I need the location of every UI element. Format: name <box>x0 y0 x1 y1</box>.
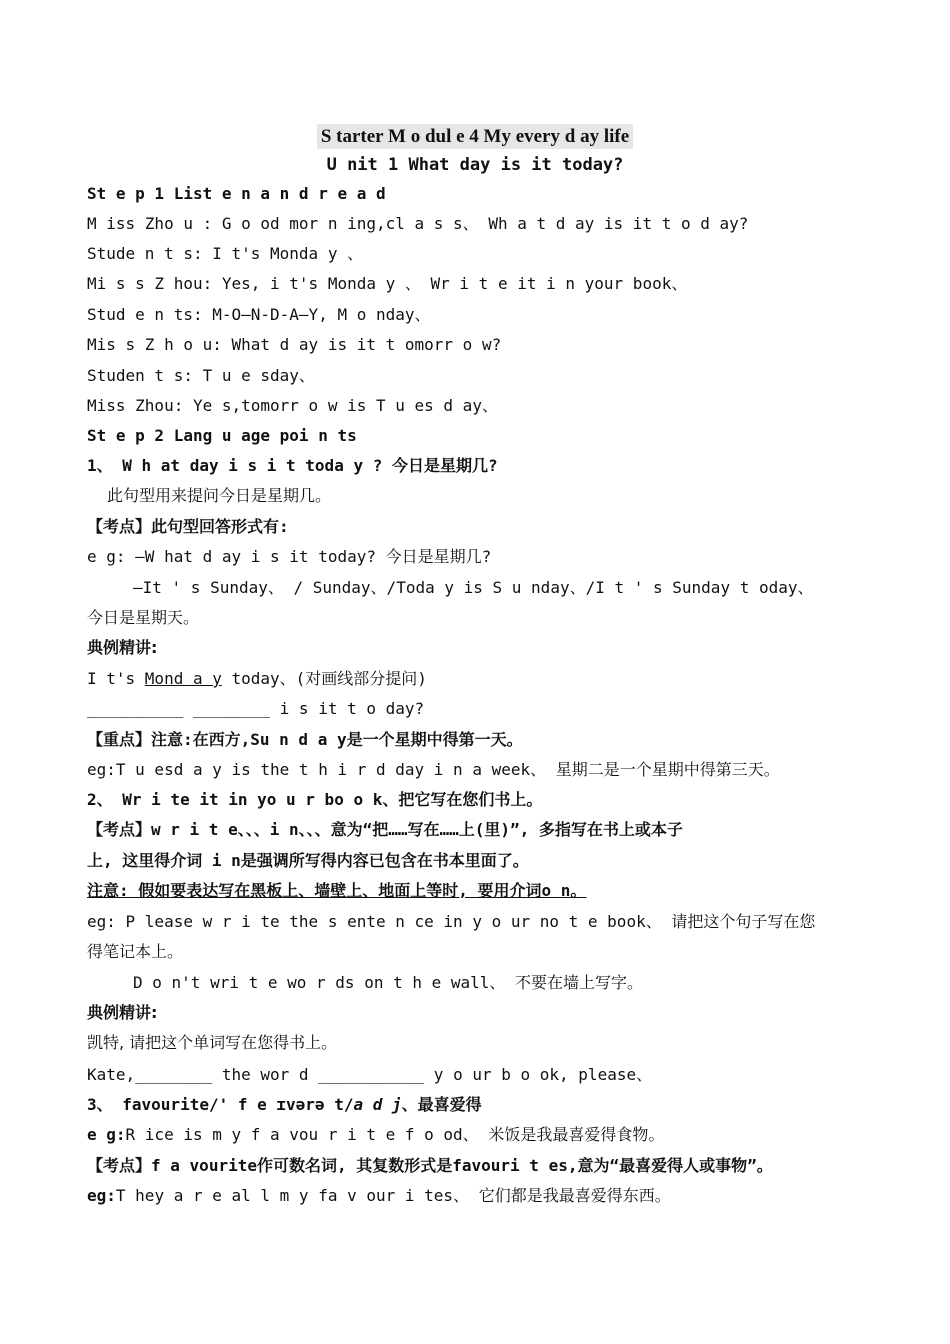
underlined-word: Mond a y <box>144 669 222 688</box>
worked-example-heading: 典例精讲: <box>87 638 158 657</box>
translation-text: 得笔记本上。 <box>87 942 184 961</box>
point-2-heading: 2、 Wr i te it in yo u r bo o k、把它写在您们书上。 <box>87 790 543 809</box>
exam-point-text: 【考点】w r i t e、、、i n、、、意为“把……写在……上(里)”, 多指写在书上或本子 <box>87 820 683 839</box>
answer-blank: ________ <box>135 1065 213 1084</box>
unit-heading: U nit 1 What day is it today? <box>326 155 624 175</box>
dialogue-line: Stud e n ts: M-O—N-D-A—Y, M o nday、 <box>87 305 431 324</box>
example-line: e g:R ice is m y f a vou r i t e f o od、 米饭是我最喜爱得食物。 <box>87 1125 665 1144</box>
answer-blank: ___________ <box>318 1065 425 1084</box>
example-line: eg:T u esd a y is the t h i r d day i n a week、 星期二是一个星期中得第三天。 <box>87 760 780 779</box>
explanation-text: 此句型用来提问今日是星期几。 <box>107 486 332 505</box>
dialogue-line: Studen t s: T u e sday、 <box>87 366 315 385</box>
answer-blank: __________ ________ <box>87 699 271 718</box>
document-title: S tarter M ο dul e 4 My every d ay life <box>0 122 950 152</box>
worked-example-heading: 典例精讲: <box>87 1003 158 1022</box>
example-line: D o n't wri t e wo r ds on t h e wall、 不要在墙上写字。 <box>133 973 644 992</box>
dialogue-line: Stude n t s: I t's Monda y 、 <box>87 244 364 263</box>
attention-note: 注意: 假如要表达写在黑板上、墙壁上、地面上等时, 要用介词o n。 <box>87 881 587 900</box>
dialogue-line: Miss Zhou: Ye s,tomorr o w is T u es d ay、 <box>87 396 498 415</box>
dialogue-line: Μ iss Zho u : G o od mor n ing,cl a s s、 Wh a t d ay is it t o d ay? <box>87 214 749 233</box>
dialogue-line: Mi s s Z hou: Yes, i t's Monda y 、 Wr i t e it i n your book、 <box>87 274 688 293</box>
example-line: e g: —W hat d ay i s it today? 今日是星期几? <box>87 547 492 566</box>
example-line: eg:T hey a r e al l m y fa v our i tes、 它们都是我最喜爱得东西。 <box>87 1186 671 1205</box>
example-line: eg: P lease w r i te the s ente n ce in y o ur no t e book、 请把这个句子写在您 <box>87 912 816 931</box>
exercise-blank-line: Kate,________ the wor d ___________ y o ur b o ok, please、 <box>87 1065 653 1084</box>
point-1-heading: 1、 W h at day i s i t toda y ? 今日是星期几? <box>87 456 498 475</box>
translation-text: 今日是星期天。 <box>87 608 200 627</box>
exam-point-text: 上, 这里得介词 i n是强调所写得内容已包含在书本里面了。 <box>87 851 529 870</box>
example-line: —It ' s Sunday、 / Sunday、/Toda y is S u nday、/I t ' s Sunday t oday、 <box>133 578 814 597</box>
exercise-blank-line: __________ ________ i s it t o day? <box>87 699 425 718</box>
step2-heading: St e p 2 Lang u age poi n ts <box>87 426 357 445</box>
key-point-note: 【重点】注意:在西方,Su n d a y是一个星期中得第一天。 <box>87 730 523 749</box>
step1-heading: St e p 1 List e n a n d r e a d <box>87 184 386 203</box>
exercise-line: I t's Mond a y today、(对画线部分提问) <box>87 669 427 688</box>
exam-point-label: 【考点】此句型回答形式有: <box>87 517 289 536</box>
exercise-prompt: 凯特, 请把这个单词写在您得书上。 <box>87 1033 338 1052</box>
point-3-heading: 3、 favourite/' f e ɪvərə t/a d j、最喜爱得 <box>87 1095 482 1114</box>
dialogue-line: Mis s Z h o u: What d ay is it t omorr o w? <box>87 335 502 354</box>
exam-point-text: 【考点】f a vourite作可数名词, 其复数形式是favouri t es,意为“最喜爱得人或事物”。 <box>87 1156 773 1175</box>
